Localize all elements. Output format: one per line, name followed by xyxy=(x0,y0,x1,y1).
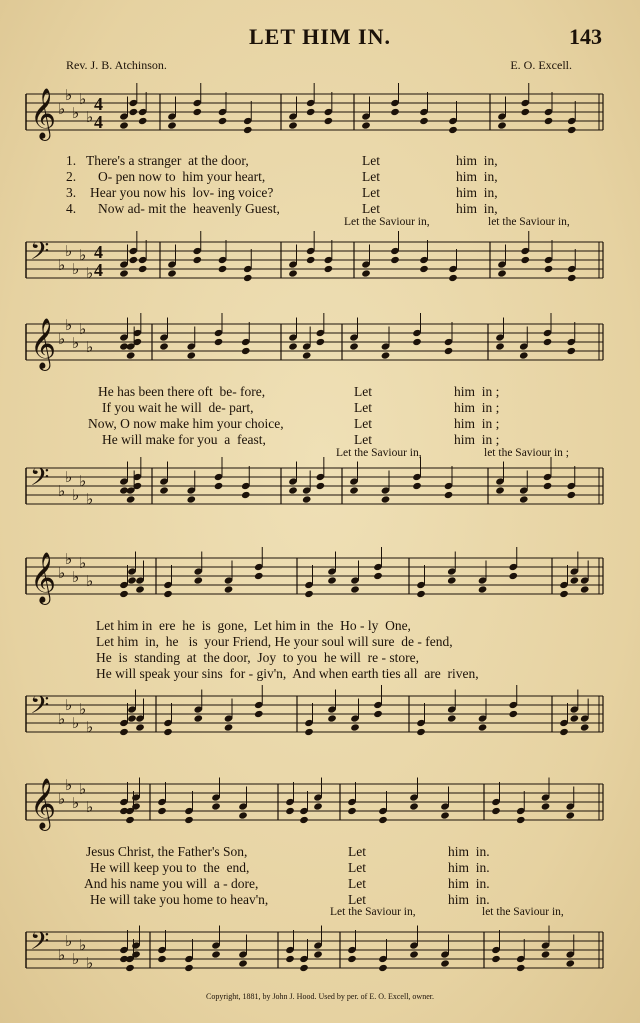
flat-icon: ♭ xyxy=(79,246,87,264)
note-head xyxy=(238,959,248,967)
note-head xyxy=(440,811,450,819)
note-head xyxy=(285,807,295,815)
note-head xyxy=(254,710,264,718)
response-lyric: Let the Saviour in, xyxy=(330,906,416,918)
note-head xyxy=(520,108,530,116)
lyric-line: him in ; xyxy=(454,432,500,447)
note-head xyxy=(347,955,357,963)
note-head xyxy=(497,121,507,129)
note-head xyxy=(559,728,569,736)
note-head xyxy=(288,269,298,277)
note-head xyxy=(119,590,129,598)
note-head xyxy=(350,723,360,731)
note-head xyxy=(224,723,234,731)
note-head xyxy=(378,964,388,972)
note-head xyxy=(516,816,526,824)
lyric-line: Let xyxy=(362,169,380,184)
lyric-line: him in ; xyxy=(454,400,500,415)
flat-icon: ♭ xyxy=(58,482,66,500)
note-head xyxy=(135,723,145,731)
note-head xyxy=(211,802,221,810)
page-number: 143 xyxy=(569,24,602,49)
note-head xyxy=(288,121,298,129)
treble-staff-2 xyxy=(0,312,640,382)
note-head xyxy=(347,807,357,815)
flat-icon: ♭ xyxy=(65,468,73,486)
lyric-line: If you wait he will de- part, xyxy=(102,400,254,415)
note-head xyxy=(184,816,194,824)
note-head xyxy=(491,807,501,815)
flat-icon: ♭ xyxy=(65,316,73,334)
note-head xyxy=(138,117,148,125)
time-signature: 4 xyxy=(94,242,103,262)
flat-icon: ♭ xyxy=(58,100,66,118)
note-head xyxy=(302,351,312,359)
note-head xyxy=(313,802,323,810)
note-head xyxy=(516,964,526,972)
bass-clef-icon: 𝄢 xyxy=(30,237,50,272)
note-head xyxy=(349,486,359,494)
note-head xyxy=(567,274,577,282)
flat-icon: ♭ xyxy=(72,486,80,504)
bass-staff-2 xyxy=(0,456,640,526)
note-head xyxy=(193,576,203,584)
note-head xyxy=(580,723,590,731)
note-head xyxy=(129,256,139,264)
note-head xyxy=(519,495,529,503)
note-head xyxy=(163,590,173,598)
note-head xyxy=(186,351,196,359)
note-head xyxy=(412,482,422,490)
treble-staff-3 xyxy=(0,546,640,616)
flat-icon: ♭ xyxy=(86,798,94,816)
flat-icon: ♭ xyxy=(72,794,80,812)
lyric-line: He is standing at the door, Joy to you he will re - store, xyxy=(96,650,420,665)
note-head xyxy=(238,811,248,819)
note-head xyxy=(193,714,203,722)
note-head xyxy=(447,714,457,722)
note-head xyxy=(412,338,422,346)
note-head xyxy=(440,959,450,967)
note-head xyxy=(444,491,454,499)
flat-icon: ♭ xyxy=(86,338,94,356)
note-head xyxy=(409,802,419,810)
verse-number: 1. xyxy=(66,153,77,168)
flat-icon: ♭ xyxy=(72,104,80,122)
lyric-line: Let xyxy=(348,876,366,891)
note-head xyxy=(163,728,173,736)
lyric-line: Let xyxy=(362,153,380,168)
note-head xyxy=(419,117,429,125)
note-head xyxy=(565,811,575,819)
flat-icon: ♭ xyxy=(72,334,80,352)
flat-icon: ♭ xyxy=(58,946,66,964)
note-head xyxy=(159,342,169,350)
lyric-line: Let xyxy=(348,844,366,859)
flat-icon: ♭ xyxy=(86,572,94,590)
note-head xyxy=(214,482,224,490)
note-head xyxy=(304,728,314,736)
note-head xyxy=(157,955,167,963)
bass-clef-icon: 𝄢 xyxy=(30,691,50,726)
bass-staff-3 xyxy=(0,684,640,754)
composer-credit: E. O. Excell. xyxy=(510,58,572,72)
note-head xyxy=(444,347,454,355)
note-head xyxy=(373,572,383,580)
flat-icon: ♭ xyxy=(86,108,94,126)
lyric-line: And his name you will a - dore, xyxy=(84,876,259,891)
note-head xyxy=(299,816,309,824)
bass-staff-1 xyxy=(0,230,640,300)
verse-number: 4. xyxy=(66,201,77,216)
flat-icon: ♭ xyxy=(86,718,94,736)
note-head xyxy=(192,256,202,264)
flat-icon: ♭ xyxy=(79,90,87,108)
flat-icon: ♭ xyxy=(72,568,80,586)
response-lyric: let the Saviour in, xyxy=(488,216,570,228)
note-head xyxy=(306,256,316,264)
note-head xyxy=(544,117,554,125)
note-head xyxy=(381,495,391,503)
note-head xyxy=(316,338,326,346)
lyric-line: Let xyxy=(362,185,380,200)
lyric-line: him in. xyxy=(448,876,490,891)
lyric-line: him in. xyxy=(448,844,490,859)
note-head xyxy=(327,714,337,722)
lyric-line: Let xyxy=(348,860,366,875)
note-head xyxy=(491,955,501,963)
note-head xyxy=(448,126,458,134)
note-head xyxy=(119,269,129,277)
note-head xyxy=(285,955,295,963)
note-head xyxy=(508,572,518,580)
note-head xyxy=(241,347,251,355)
note-head xyxy=(416,590,426,598)
flat-icon: ♭ xyxy=(58,330,66,348)
lyric-line: There's a stranger at the door, xyxy=(86,153,249,168)
note-head xyxy=(119,728,129,736)
note-head xyxy=(565,959,575,967)
note-head xyxy=(218,117,228,125)
note-head xyxy=(390,256,400,264)
flat-icon: ♭ xyxy=(58,564,66,582)
lyric-line: Let him in ere he is gone, Let him in the Ho - ly One, xyxy=(96,618,411,633)
flat-icon: ♭ xyxy=(58,790,66,808)
lyric-line: Let xyxy=(354,416,372,431)
note-head xyxy=(313,950,323,958)
note-head xyxy=(324,265,334,273)
treble-clef-icon: 𝄞 xyxy=(30,552,57,603)
note-head xyxy=(478,585,488,593)
note-head xyxy=(373,710,383,718)
hymn-title: LET HIM IN. xyxy=(248,24,391,49)
note-head xyxy=(159,486,169,494)
flat-icon: ♭ xyxy=(79,780,87,798)
flat-icon: ♭ xyxy=(79,700,87,718)
flat-icon: ♭ xyxy=(79,472,87,490)
note-head xyxy=(129,108,139,116)
note-head xyxy=(167,269,177,277)
note-head xyxy=(570,576,580,584)
flat-icon: ♭ xyxy=(65,932,73,950)
verse-number: 3. xyxy=(66,185,77,200)
flat-icon: ♭ xyxy=(86,954,94,972)
flat-icon: ♭ xyxy=(79,554,87,572)
lyric-line: He will speak your sins for - giv'n, And when earth ties all are riven, xyxy=(96,666,479,681)
time-signature: 4 xyxy=(94,260,103,280)
note-head xyxy=(316,482,326,490)
note-head xyxy=(361,121,371,129)
note-head xyxy=(543,338,553,346)
lyric-line: him in, xyxy=(456,201,498,216)
note-head xyxy=(302,495,312,503)
note-head xyxy=(324,117,334,125)
lyric-line: He will take you home to heav'n, xyxy=(90,892,269,907)
flat-icon: ♭ xyxy=(72,950,80,968)
treble-clef-icon: 𝄞 xyxy=(30,88,57,139)
note-head xyxy=(306,108,316,116)
note-head xyxy=(495,486,505,494)
lyric-line: Now, O now make him your choice, xyxy=(88,416,284,431)
treble-clef-icon: 𝄞 xyxy=(30,778,57,829)
response-lyric: Let the Saviour in, xyxy=(336,447,422,459)
lyric-line: Let him in, he is your Friend, He your soul will sure de - fend, xyxy=(96,634,453,649)
response-lyric: let the Saviour in, xyxy=(482,906,564,918)
note-head xyxy=(327,576,337,584)
note-head xyxy=(304,590,314,598)
note-head xyxy=(138,265,148,273)
flat-icon: ♭ xyxy=(65,550,73,568)
time-signature: 4 xyxy=(94,94,103,114)
note-head xyxy=(127,576,137,584)
flat-icon: ♭ xyxy=(79,320,87,338)
flat-icon: ♭ xyxy=(86,490,94,508)
flat-icon: ♭ xyxy=(72,714,80,732)
note-head xyxy=(541,802,551,810)
lyric-line: Let xyxy=(354,400,372,415)
note-head xyxy=(520,256,530,264)
lyric-line: him in, xyxy=(456,185,498,200)
lyric-line: him in, xyxy=(456,169,498,184)
bass-staff-4 xyxy=(0,920,640,990)
note-head xyxy=(381,351,391,359)
note-head xyxy=(192,108,202,116)
note-head xyxy=(541,950,551,958)
note-head xyxy=(135,585,145,593)
lyric-line: him in, xyxy=(456,153,498,168)
flat-icon: ♭ xyxy=(58,256,66,274)
note-head xyxy=(288,342,298,350)
lyric-line: him in ; xyxy=(454,384,500,399)
note-head xyxy=(119,121,129,129)
response-lyric: Let the Saviour in, xyxy=(344,216,430,228)
treble-clef-icon: 𝄞 xyxy=(30,318,57,369)
note-head xyxy=(350,585,360,593)
lyric-line: Let xyxy=(348,892,366,907)
treble-staff-4 xyxy=(0,772,640,842)
note-head xyxy=(566,491,576,499)
note-head xyxy=(416,728,426,736)
lyric-line: Jesus Christ, the Father's Son, xyxy=(86,844,248,859)
copyright-footer: Copyright, 1881, by John J. Hood. Used by per. of E. O. Excell, owner. xyxy=(206,992,434,1001)
lyric-line: He has been there oft be- fore, xyxy=(98,384,266,399)
note-head xyxy=(167,121,177,129)
note-head xyxy=(299,964,309,972)
note-head xyxy=(419,265,429,273)
note-head xyxy=(390,108,400,116)
treble-staff-1 xyxy=(0,82,640,152)
lyric-line: Hear you now his lov- ing voice? xyxy=(90,185,274,200)
lyric-line: Let xyxy=(354,384,372,399)
note-head xyxy=(157,807,167,815)
note-head xyxy=(224,585,234,593)
bass-clef-icon: 𝄢 xyxy=(30,927,50,962)
note-head xyxy=(378,816,388,824)
note-head xyxy=(570,714,580,722)
bass-clef-icon: 𝄢 xyxy=(30,463,50,498)
lyric-line: him in ; xyxy=(454,416,500,431)
note-head xyxy=(126,351,136,359)
flat-icon: ♭ xyxy=(86,264,94,282)
note-head xyxy=(544,265,554,273)
note-head xyxy=(254,572,264,580)
flat-icon: ♭ xyxy=(65,776,73,794)
note-head xyxy=(243,274,253,282)
note-head xyxy=(567,126,577,134)
note-head xyxy=(211,950,221,958)
note-head xyxy=(126,495,136,503)
lyric-line: him in. xyxy=(448,892,490,907)
verse-number: 2. xyxy=(66,169,77,184)
note-head xyxy=(478,723,488,731)
lyric-line: Let xyxy=(354,432,372,447)
lyric-line: O- pen now to him your heart, xyxy=(98,169,266,184)
note-head xyxy=(447,576,457,584)
flat-icon: ♭ xyxy=(79,936,87,954)
note-head xyxy=(349,342,359,350)
note-head xyxy=(495,342,505,350)
lyric-line: He will make for you a feast, xyxy=(102,432,266,447)
note-head xyxy=(186,495,196,503)
lyric-line: him in. xyxy=(448,860,490,875)
note-head xyxy=(127,714,137,722)
note-head xyxy=(497,269,507,277)
author-credit: Rev. J. B. Atchinson. xyxy=(66,58,167,72)
note-head xyxy=(243,126,253,134)
response-lyric: let the Saviour in ; xyxy=(484,447,569,459)
note-head xyxy=(448,274,458,282)
flat-icon: ♭ xyxy=(72,260,80,278)
flat-icon: ♭ xyxy=(65,696,73,714)
note-head xyxy=(543,482,553,490)
note-head xyxy=(288,486,298,494)
time-signature: 4 xyxy=(94,112,103,132)
note-head xyxy=(508,710,518,718)
flat-icon: ♭ xyxy=(65,242,73,260)
note-head xyxy=(519,351,529,359)
note-head xyxy=(218,265,228,273)
note-head xyxy=(580,585,590,593)
lyric-line: Let xyxy=(362,201,380,216)
note-head xyxy=(214,338,224,346)
note-head xyxy=(241,491,251,499)
note-head xyxy=(559,590,569,598)
flat-icon: ♭ xyxy=(58,710,66,728)
lyric-line: He will keep you to the end, xyxy=(90,860,250,875)
note-head xyxy=(361,269,371,277)
note-head xyxy=(409,950,419,958)
note-head xyxy=(125,816,135,824)
flat-icon: ♭ xyxy=(65,86,73,104)
note-head xyxy=(566,347,576,355)
note-head xyxy=(184,964,194,972)
note-head xyxy=(125,964,135,972)
lyric-line: Now ad- mit the heavenly Guest, xyxy=(98,201,280,216)
